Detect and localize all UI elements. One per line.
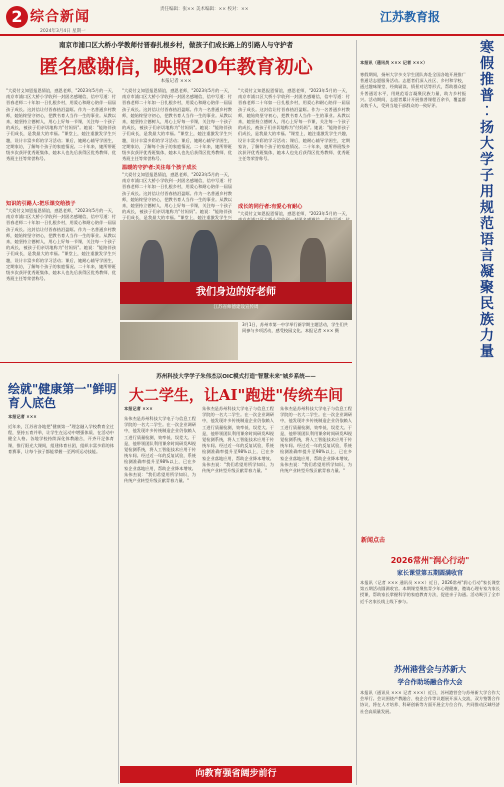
photo-banner-subtitle: 江苏省师德建设宣传周	[213, 305, 259, 310]
story2-title: 苏州港营会与苏新大	[394, 665, 466, 674]
lead-body-col1b: "大爱付义知恩报恩情谊，感恩老师，"2023年5月的一天，南京市浦口区大桥小学收到一封匿名感谢信，信中写道：付晋春老师二十年如一日扎根乡村，用爱心和耐心陪伴一届届孩子成长。这封信让付晋春热泪盈眶。作为一名普通乡村教师，她始终坚守初心，把教书育人当作一生的事业。从教以来，她坚持立德树人，用心上好每一节课，关注每一个孩子的成长，被孩子们亲切地称为"付妈妈"。她说："能陪伴孩子们成长，是我最大的幸福。"课堂上，她注重激发学生兴趣，设计丰富多彩的学习活动；课后，她耐心辅导学困生，定期家访，了解每个孩子的家庭情况。二十年来，她所带班级多次获评优秀班集体，她本人也先后获得区优秀教师、优秀班主任等荣誉称号。	[6, 208, 116, 282]
story1-title: 2026常州"润心行动"	[390, 556, 470, 565]
vertical-headline	[470, 40, 504, 360]
vertical-headline-char: 范	[480, 216, 494, 232]
bottom-section-rule	[0, 362, 352, 363]
issue-date: 2024年3月4日 星期一	[40, 29, 86, 34]
side-headline: 绘就"健康第一"鲜明育人底色	[8, 382, 117, 410]
vertical-headline-char: 族	[480, 312, 494, 328]
newspaper-logo: 江苏教育报	[380, 10, 441, 24]
vertical-headline-char: 普	[480, 88, 494, 104]
lead-body-col3b: "大爱付义知恩报恩情谊，感恩老师，"2023年5月的一天，	[238, 211, 350, 216]
story1-body: 本报讯（记者 ××× 通讯员 ×××）近日，2026常州"润心行动"家长课堂第五期活动圆满收官。本期课堂聚焦青少年心理健康，邀请心理专家为家长授课，帮助家长掌握科学的家庭教育方法，促进亲子沟通。活动吸引了全市近千名家长线上线下参与。	[360, 580, 500, 604]
bottom-kicker: 苏州科技大学学子朱伟杰以OIC模式打造"智慧未来"城乡系统——	[156, 374, 316, 380]
vertical-headline-char: 大	[480, 136, 494, 152]
section-title: 综合新闻	[30, 9, 90, 25]
right-byline: 本报讯（通讯员 ××× 记者 ×××）	[360, 60, 428, 65]
vertical-headline-char: 言	[480, 248, 494, 264]
news-click-tag: 新闻点击	[361, 537, 386, 544]
photo-banner: 我们身边的好老师	[120, 282, 352, 304]
vertical-headline-char: 扬	[480, 120, 494, 136]
vertical-headline-char: 量	[480, 344, 494, 360]
bottom-byline: 本报记者 ×××	[124, 406, 153, 411]
vertical-headline-char: 民	[480, 296, 494, 312]
lead-byline: 本报记者 ×××	[160, 79, 192, 84]
vertical-headline-char: 用	[480, 184, 494, 200]
vertical-headline-char: 学	[480, 152, 494, 168]
vertical-headline-char: 假	[480, 56, 494, 72]
bottom-column-divider	[118, 374, 119, 784]
lead-body-col2: "大爱付义知恩报恩情谊，感恩老师，"2023年5月的一天，南京市浦口区大桥小学收到一封匿名感谢信，信中写道：付晋春老师二十年如一日扎根乡村，用爱心和耐心陪伴一届届孩子成长。这封信让付晋春热泪盈眶。作为一名普通乡村教师，她始终坚守初心，把教书育人当作一生的事业。从教以来，她坚持立德树人，用心上好每一节课，关注每一个孩子的成长，被孩子们亲切地称为"付妈妈"。她说："能陪伴孩子们成长，是我最大的幸福。"课堂上，她注重激发学生兴趣，设计丰富多彩的学习活动；课后，她耐心辅导学困生，定期家访，了解每个孩子的家庭情况。二十年来，她所带班级多次获评优秀班集体，她本人也先后获得区优秀教师、优秀班主任等荣誉称号。	[122, 88, 232, 162]
lead-body-col2b: "大爱付义知恩报恩情谊，感恩老师，"2023年5月的一天，南京市浦口区大桥小学收到一封匿名感谢信，信中写道：付晋春老师二十年如一日扎根乡村，用爱心和耐心陪伴一届届孩子成长。这封信让付晋春热泪盈眶。作为一名普通乡村教师，她始终坚守初心，把教书育人当作一生的事业。从教以来，她坚持立德树人，用心上好每一节课，关注每一个孩子的成长，被孩子们亲切地称为"付妈妈"。她说："能陪伴孩子们成长，是我最大的幸福。"课堂上，她注重激发学生兴	[122, 172, 232, 221]
bottom-body-col3: 朱伟杰是苏州科技大学电子与信息工程学院的一名大二学生。在一次企业调研中，他发现许多传统制造企业仍依赖人工进行质量检测，效率低、误差大。于是，他带领团队利用课余时间研发AI视觉检测系统，将人工智能技术应用于传统车间。经过近一年的反复试验，系统检测准确率提升至98%以上，已在多家企业落地应用，帮助企业降本增效。朱伟杰说："我们希望用所学知识，为传统产业转型升级贡献青春力量。"	[280, 406, 352, 474]
vertical-headline-char: 力	[480, 328, 494, 344]
classroom-photo	[120, 220, 352, 320]
lead-kicker: 南京市浦口区大桥小学教师付晋春扎根乡村，做孩子们成长路上的引路人与守护者	[59, 41, 293, 49]
page-number-badge: 2	[6, 6, 28, 28]
vertical-headline-char: 寒	[480, 40, 494, 56]
vertical-headline-char: 语	[480, 232, 494, 248]
vertical-headline-char: 规	[480, 200, 494, 216]
vertical-headline-char: 推	[480, 72, 494, 88]
lead-body-col1: "大爱付义知恩报恩情谊，感恩老师，"2023年5月的一天，南京市浦口区大桥小学收到一封匿名感谢信，信中写道：付晋春老师二十年如一日扎根乡村，用爱心和耐心陪伴一届届孩子成长。这封信让付晋春热泪盈眶。作为一名普通乡村教师，她始终坚守初心，把教书育人当作一生的事业。从教以来，她坚持立德树人，用心上好每一节课，关注每一个孩子的成长，被孩子们亲切地称为"付妈妈"。她说："能陪伴孩子们成长，是我最大的幸福。"课堂上，她注重激发学生兴趣，设计丰富多彩的学习活动；课后，她耐心辅导学困生，定期家访，了解每个孩子的家庭情况。二十年来，她所带班级多次获评优秀班集体，她本人也先后获得区优秀教师、优秀班主任等荣誉称号。	[6, 88, 116, 162]
story2-body: 本报讯（通讯员 ××× 记者 ×××）近日，苏州港营会与苏州新大学合作大会举行。会议围绕产教融合、校企合作等议题展开深入交流，双方签署合作协议，将在人才培养、科研创新等方面开展全方位合作，共同推动区域经济社会高质量发展。	[360, 690, 500, 714]
lead-subhead-3: 温暖的守护者:关注每个孩子成长	[122, 165, 197, 171]
photo-caption: 3月1日，苏州市第一中学举行新学期主题活动，学生们共同参与多项活动，感受校园文化。本报记者 ××× 摄	[242, 322, 348, 333]
lead-body-col3: "大爱付义知恩报恩情谊，感恩老师，"2023年5月的一天，南京市浦口区大桥小学收到一封匿名感谢信，信中写道：付晋春老师二十年如一日扎根乡村，用爱心和耐心陪伴一届届孩子成长。这封信让付晋春热泪盈眶。作为一名普通乡村教师，她始终坚守初心，把教书育人当作一生的事业。从教以来，她坚持立德树人，用心上好每一节课，关注每一个孩子的成长，被孩子们亲切地称为"付妈妈"。她说："能陪伴孩子们成长，是我最大的幸福。"课堂上，她注重激发学生兴趣，设计丰富多彩的学习活动；课后，她耐心辅导学困生，定期家访，了解每个孩子的家庭情况。二十年来，她所带班级多次获评优秀班集体，她本人也先后获得区优秀教师、优秀班主任等荣誉称号。	[238, 88, 350, 162]
right-body: 寒假期间，扬州大学多支学生团队奔赴全国各地开展推广普通话志愿服务活动。志愿者们深入社区、乡村和学校，通过趣味课堂、经典诵读、情景对话等形式，帮助群众提升普通话水平，用规范语言凝聚民族力量，助力乡村振兴。活动期间，志愿者累计开展推普课程百余节，覆盖群众数千人，受到当地干部群众的一致好评。	[360, 72, 466, 109]
vertical-headline-char: 聚	[480, 280, 494, 296]
vertical-headline-char: 凝	[480, 264, 494, 280]
secondary-photo	[120, 322, 238, 360]
bottom-body-col2: 朱伟杰是苏州科技大学电子与信息工程学院的一名大二学生。在一次企业调研中，他发现许多传统制造企业仍依赖人工进行质量检测，效率低、误差大。于是，他带领团队利用课余时间研发AI视觉检测系统，将人工智能技术应用于传统车间。经过近一年的反复试验，系统检测准确率提升至98%以上，已在多家企业落地应用，帮助企业降本增效。朱伟杰说："我们希望用所学知识，为传统产业转型升级贡献青春力量。"	[202, 406, 274, 474]
bottom-headline: 大二学生，让AI"跑进"传统车间	[128, 386, 344, 404]
lead-subhead-1: 知识的引路人:把乐课交给孩子	[6, 201, 76, 207]
story2-subtitle: 学合作助场融合作大会	[397, 678, 463, 686]
editor-line: 责任编辑：张×× 美术编辑：×× 校对：××	[160, 7, 249, 12]
bottom-body-col1: 朱伟杰是苏州科技大学电子与信息工程学院的一名大二学生。在一次企业调研中，他发现许多传统制造企业仍依赖人工进行质量检测，效率低、误差大。于是，他带领团队利用课余时间研发AI视觉检测系统，将人工智能技术应用于传统车间。经过近一年的反复试验，系统检测准确率提升至98%以上，已在多家企业落地应用，帮助企业降本增效。朱伟杰说："我们希望用所学知识，为传统产业转型升级贡献青春力量。"	[124, 416, 196, 484]
story1-subtitle: 家长课堂第五期圆满收官	[396, 570, 463, 577]
vertical-headline-char: ︰	[480, 104, 494, 120]
side-byline: 本报记者 ×××	[8, 414, 37, 419]
footer-banner: 向教育强省阔步前行	[120, 766, 352, 783]
lead-headline: 匿名感谢信，映照20年教育初心	[39, 56, 313, 78]
lead-subhead-2: 成长的同行者:有爱心有耐心	[238, 204, 303, 210]
header-rule	[0, 34, 504, 36]
side-body: 近年来，江苏省各地把"健康第一"理念融入学校教育全过程，坚持五育并举，让学生在运动中增强体质、在活动中健全人格。各地学校持续深化体教融合，开齐开足体育课，推行阳光大课间，组建体育社团，组织丰富多彩的体育赛事，让每个孩子都能掌握一至两项运动技能。	[8, 424, 114, 454]
vertical-headline-char: 子	[480, 168, 494, 184]
